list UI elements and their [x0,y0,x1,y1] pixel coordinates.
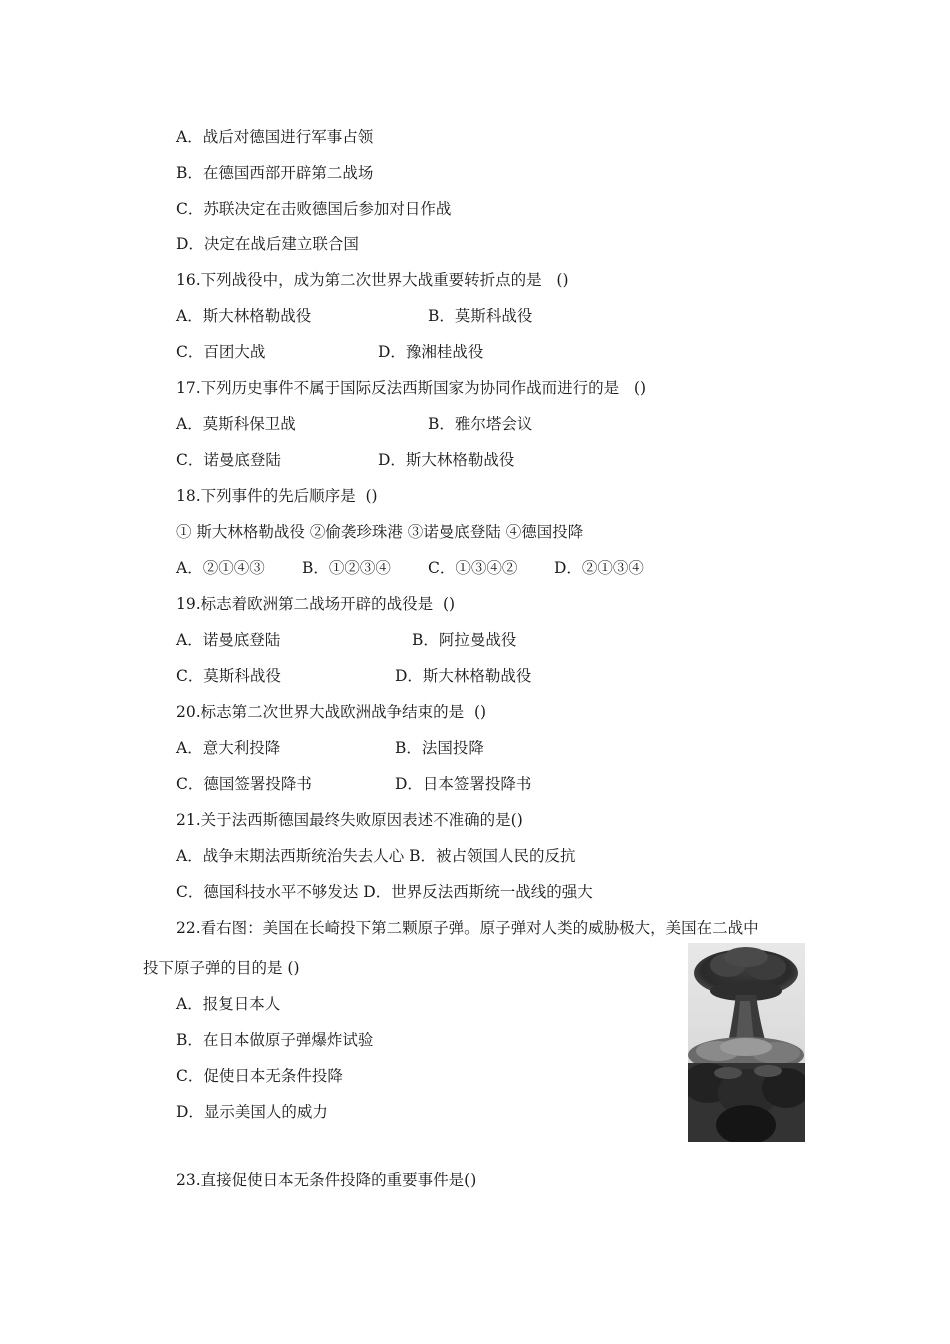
q18-items: ① 斯大林格勒战役 ②偷袭珍珠港 ③诺曼底登陆 ④德国投降 [176,523,584,541]
q22-option-c: C．促使日本无条件投降 [176,1067,343,1085]
q22-stem-line2: 投下原子弹的目的是 () [143,959,300,977]
q22-option-d: D．显示美国人的威力 [176,1103,328,1121]
q15-option-b: B．在德国西部开辟第二战场 [176,164,374,182]
q20-stem: 20.标志第二次世界大战欧洲战争结束的是 () [176,703,487,721]
q18-option-d: D．②①③④ [554,559,644,577]
q16-option-b: B．莫斯科战役 [428,307,533,325]
q17-option-a: A．莫斯科保卫战 [176,415,296,433]
q16-stem: 16.下列战役中，成为第二次世界大战重要转折点的是 () [176,271,569,289]
q17-stem: 17.下列历史事件不属于国际反法西斯国家为协同作战而进行的是 () [176,379,647,397]
q21-stem: 21.关于法西斯德国最终失败原因表述不准确的是() [176,811,523,829]
q18-stem: 18.下列事件的先后顺序是 () [176,487,378,505]
q16-option-d: D．豫湘桂战役 [378,343,484,361]
q17-option-d: D．斯大林格勒战役 [378,451,515,469]
mushroom-cloud-photo [688,943,805,1142]
q21-options-ab: A．战争末期法西斯统治失去人心 B．被占领国人民的反抗 [176,847,576,865]
q19-option-a: A．诺曼底登陆 [176,631,281,649]
q20-option-c: C．德国签署投降书 [176,775,312,793]
q22-option-a: A．报复日本人 [176,995,281,1013]
q19-option-c: C．莫斯科战役 [176,667,281,685]
q15-option-d: D．决定在战后建立联合国 [176,235,359,253]
q15-option-c: C．苏联决定在击败德国后参加对日作战 [176,200,452,218]
q21-options-cd: C．德国科技水平不够发达 D．世界反法西斯统一战线的强大 [176,883,593,901]
q18-option-a: A．②①④③ [176,559,265,577]
q23-stem: 23.直接促使日本无条件投降的重要事件是() [176,1171,477,1189]
q19-option-b: B．阿拉曼战役 [412,631,517,649]
q17-option-b: B．雅尔塔会议 [428,415,533,433]
q16-option-c: C．百团大战 [176,343,266,361]
q18-option-b: B．①②③④ [302,559,391,577]
q18-option-c: C．①③④② [428,559,518,577]
q15-option-a: A．战后对德国进行军事占领 [176,128,374,146]
q22-stem-line1: 22.看右图：美国在长崎投下第二颗原子弹。原子弹对人类的威胁极大，美国在二战中 [176,919,759,937]
q22-option-b: B．在日本做原子弹爆炸试验 [176,1031,374,1049]
q20-option-a: A．意大利投降 [176,739,281,757]
q20-option-b: B．法国投降 [395,739,484,757]
q20-option-d: D．日本签署投降书 [395,775,532,793]
q19-stem: 19.标志着欧洲第二战场开辟的战役是 () [176,595,456,613]
q17-option-c: C．诺曼底登陆 [176,451,281,469]
q16-option-a: A．斯大林格勒战役 [176,307,312,325]
q19-option-d: D．斯大林格勒战役 [395,667,532,685]
